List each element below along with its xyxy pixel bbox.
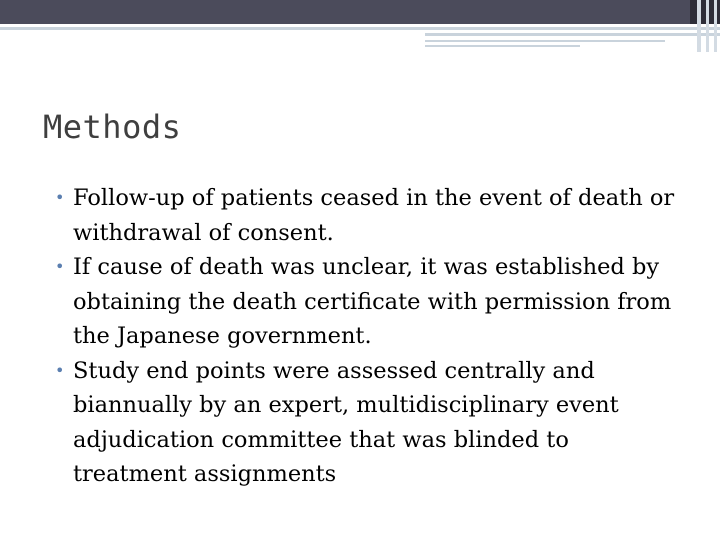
bullet-icon: • [55,188,65,207]
bullet-text: Study end points were assessed centrally and biannually by an expert, multidisciplinary event adjudication committee that was blinded to treatment assignments [73,357,619,487]
bullet-item [50,354,680,492]
decorative-line [0,27,720,30]
bullet-icon: • [55,360,65,380]
bullet-icon: • [55,257,65,276]
bullet-item [50,181,680,250]
bullet-list [50,181,680,492]
bullet-text: Follow-up of patients ceased in the event of death or withdrawal of consent. [73,185,675,246]
bullet-text: If cause of death was unclear, it was established by obtaining the death certificate with permission from the Japanese government. [73,254,672,349]
slide-title: Methods [43,108,182,146]
top-decorative-band [0,0,720,24]
decorative-line [425,40,665,42]
decorative-vertical-bar [706,0,709,52]
bullet-item [50,250,680,354]
decorative-vertical-bar [714,0,717,52]
decorative-line [425,33,720,36]
decorative-vertical-bar [697,0,701,52]
decorative-line [425,45,580,47]
